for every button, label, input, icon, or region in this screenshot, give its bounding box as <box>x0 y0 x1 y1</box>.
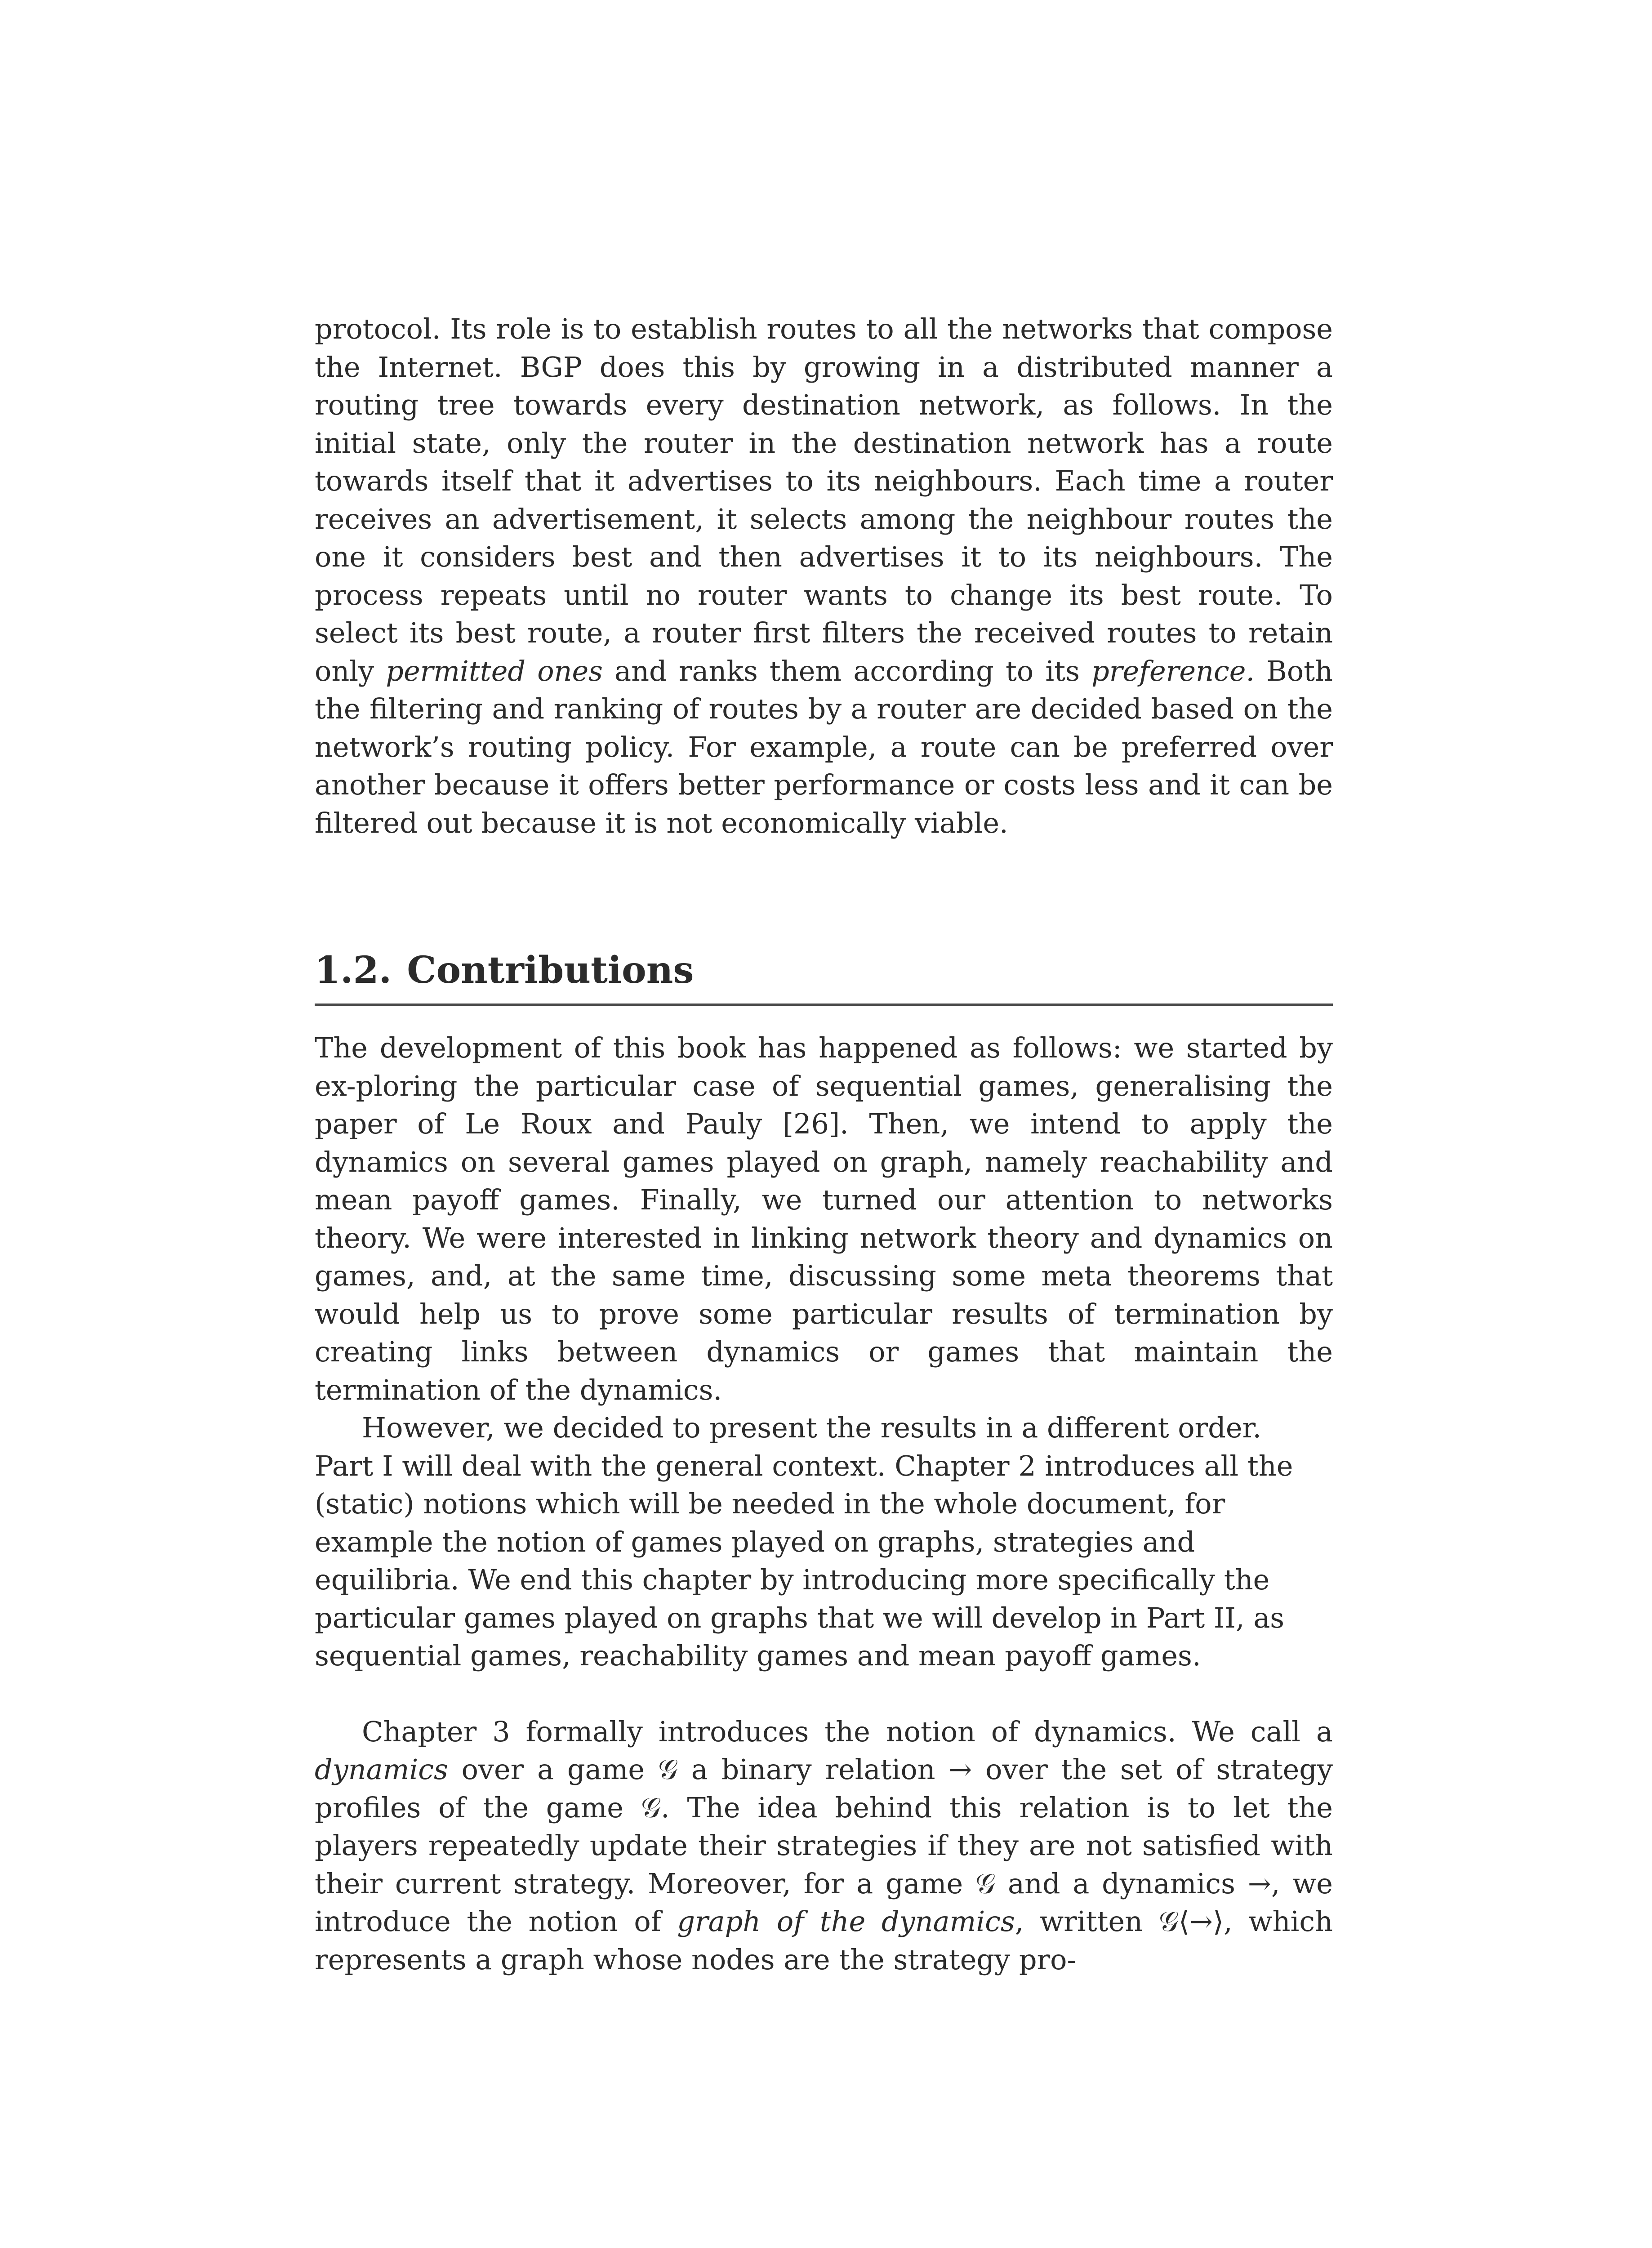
section-title: Contributions <box>407 949 694 992</box>
text-run: Both the filtering and ranking of routes by a router are decided based on the network’s routing policy. For example, a route can be preferred over another because it offers better performance or costs less and it can be filtered out because it is not economically viable. <box>315 654 1333 839</box>
paragraph-bgp-protocol <box>315 310 1333 842</box>
text-run: and ranks them according to its <box>603 654 1092 687</box>
heading-spacer <box>315 1006 1333 1029</box>
page-body <box>315 310 1333 1979</box>
paragraph-development: The development of this book has happened as follows: we started by ex-ploring the particular case of sequential games, generalising the paper of Le Roux and Pauly [26]. Then, we intend to apply the dynamics on several games played on graph, namely reachability and mean payoff games. Finally, we turned our attention to networks theory. We were interested in linking network theory and dynamics on games, and, at the same time, discussing some meta theorems that would help us to prove some particular results of termination by creating links between dynamics or games that maintain the termination of the dynamics. <box>315 1031 1333 1406</box>
paragraph-spacer <box>315 1675 1333 1713</box>
emphasis-permitted-ones: permitted ones <box>386 654 603 687</box>
text-run: Chapter 3 formally introduces the notion of dynamics. We call a <box>362 1715 1333 1748</box>
text-run: protocol. Its role is to establish routes to all the networks that compose the Internet. BGP does this by growing in a distributed manner a routing tree towards every destination network, as follows. In the initial state, only the router in the destination network has a route towards itself that it advertises to its neighbours. Each time a router receives an advertisement, it selects among the neighbour routes the one it considers best and then advertises it to its neighbours. The process repeats until no router wants to change its best route. To select its best route, a router first filters the received routes to retain only <box>315 312 1333 687</box>
section-number: 1.2. <box>315 949 392 992</box>
paragraph-however: However, we decided to present the results in a different order. <box>362 1411 1262 1444</box>
section-heading <box>315 948 1333 1006</box>
text-run: , written 𝒢⟨→⟩, which represents a graph whose nodes are the strategy pro- <box>315 1905 1333 1976</box>
emphasis-dynamics: dynamics <box>315 1753 448 1786</box>
paragraph-chapter-three <box>315 1713 1333 1979</box>
section-spacer <box>315 842 1333 948</box>
text-run: over a game 𝒢 a binary relation → over the set of strategy profiles of the game 𝒢. The idea behind this relation is to let the players repeatedly update their strategies if they are not satisfied with their current strategy. Moreover, for a game 𝒢 and a dynamics →, we introduce the notion of <box>315 1753 1333 1938</box>
emphasis-preference: preference. <box>1091 654 1255 687</box>
emphasis-graph-of-dynamics: graph of the dynamics <box>677 1905 1015 1938</box>
paragraph-part-one: Part I will deal with the general context. Chapter 2 introduces all the (static) notions which will be needed in the whole document, for example the notion of games played on graphs, strategies and equilibria. We end this chapter by introducing more specifically the particular games played on graphs that we will develop in Part II, as sequential games, reachability games and mean payoff games. <box>315 1449 1293 1672</box>
